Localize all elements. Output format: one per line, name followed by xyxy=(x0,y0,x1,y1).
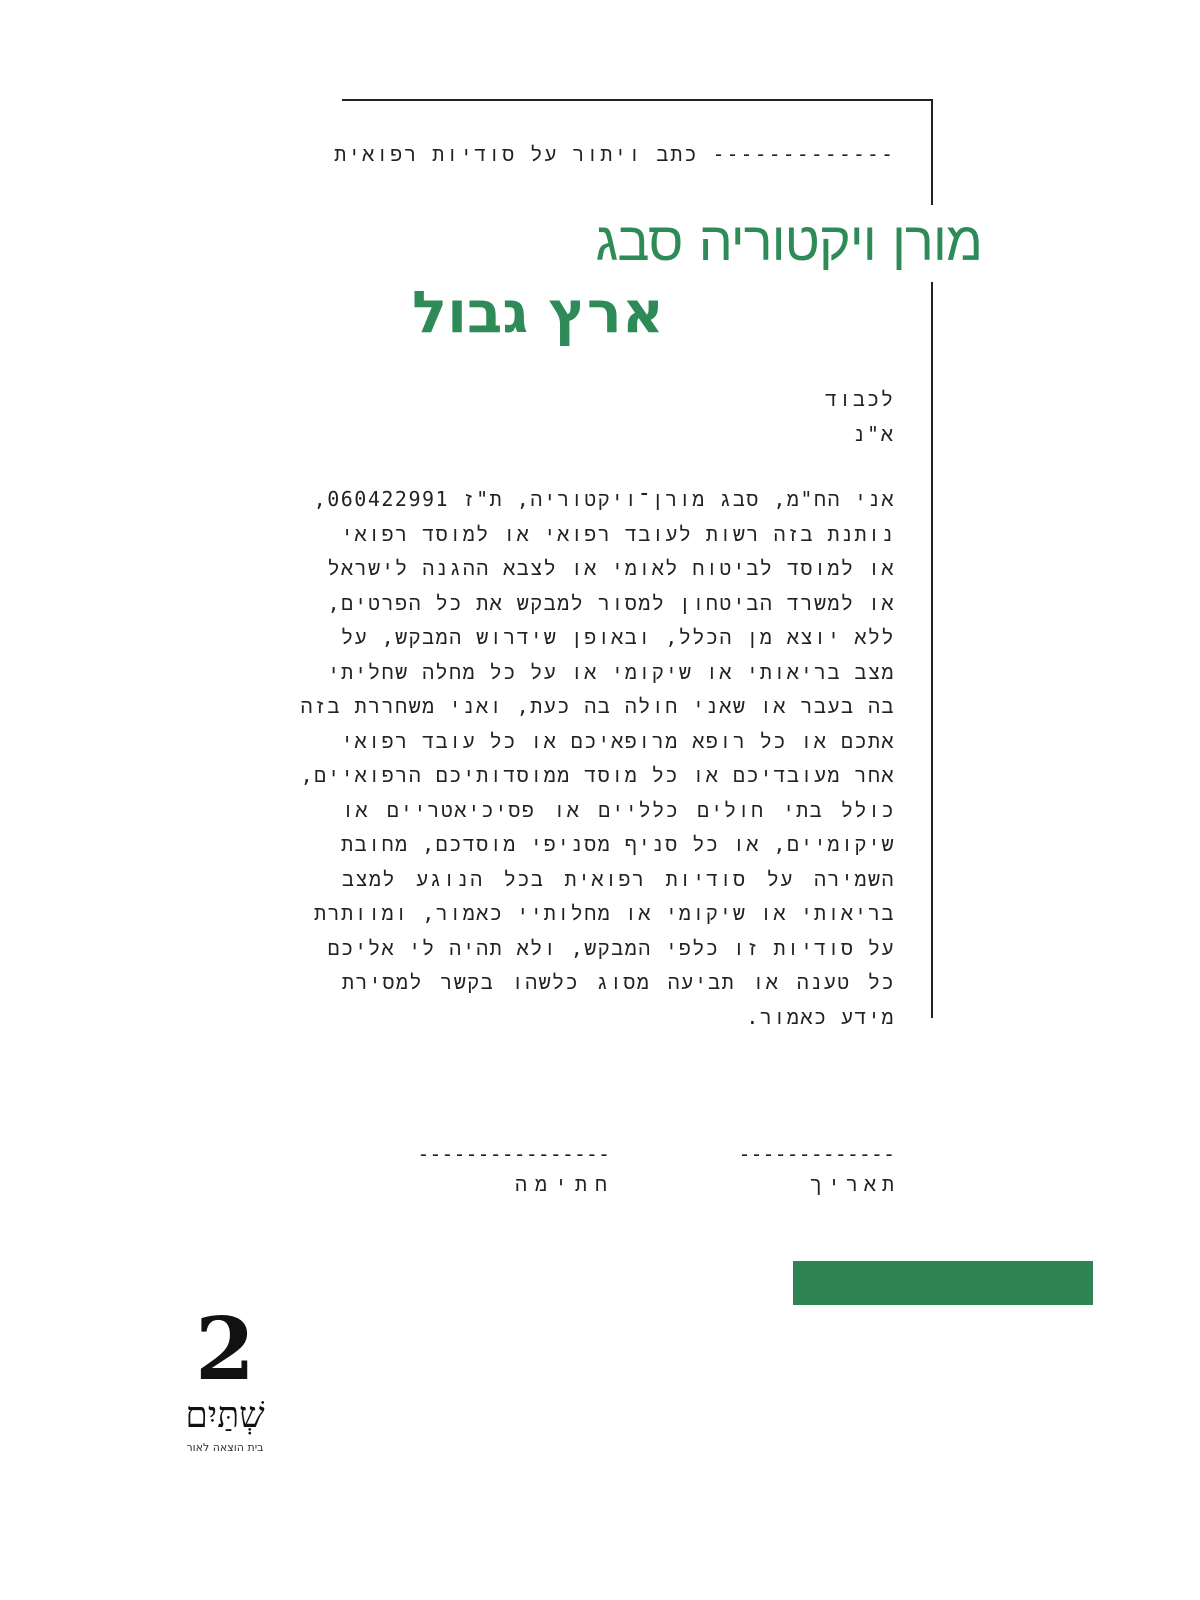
body-line: או למוסד לביטוח לאומי או לצבא ההגנה לישראל xyxy=(327,556,895,580)
waiver-body xyxy=(300,482,895,1034)
body-line: על סודיות זו כלפי המבקש, ולא תהיה לי אליכם xyxy=(327,935,895,960)
date-line: ------------- xyxy=(738,1142,895,1166)
body-line: אני הח"מ, סבג מורן־ויקטוריה, ת"ז 060422991, xyxy=(313,487,895,511)
body-line: מצב בריאותי או שיקומי או על כל מחלה שחליתי xyxy=(327,659,895,684)
body-line: בריאותי או שיקומי או מחלותיי כאמור, ומוותרת xyxy=(314,901,895,925)
body-line: שיקומיים, או כל סניף מסניפי מוסדכם, מחובת xyxy=(341,832,895,856)
body-line: כל טענה או תביעה מסוג כלשהו בקשר למסירת xyxy=(342,970,895,994)
publisher-logo xyxy=(170,1299,280,1454)
body-line: אחר מעובדיכם או כל מוסד ממוסדותיכם הרפואיים, xyxy=(300,763,895,787)
salutation xyxy=(825,382,895,452)
publisher-tagline: בית הוצאה לאור xyxy=(186,1441,264,1454)
body-line: ללא יוצא מן הכלל, ובאופן שידרוש המבקש, על xyxy=(341,625,895,649)
salutation-line: א"נ xyxy=(852,422,895,446)
document-header: ------------- כתב ויתור על סודיות רפואית xyxy=(334,142,895,166)
body-line: אתכם או כל רופא מרופאיכם או כל עובד רפואי xyxy=(341,728,895,753)
frame-right-line-upper xyxy=(931,99,933,205)
book-title: ארץ גבול xyxy=(412,278,664,346)
author-name: מורן ויקטוריה סבג xyxy=(595,210,982,273)
body-line: בה בעבר או שאני חולה בה כעת, ואני משחררת בזה xyxy=(300,694,895,718)
green-accent-bar xyxy=(793,1261,1093,1305)
date-label: תאריך xyxy=(809,1172,900,1196)
signature-label: חתימה xyxy=(514,1172,615,1196)
body-line: מידע כאמור. xyxy=(746,1004,895,1029)
logo-number: 2 xyxy=(195,1299,255,1400)
frame-right-line-lower xyxy=(931,282,933,1018)
body-line: נותנת בזה רשות לעובד רפואי או למוסד רפואי xyxy=(341,521,895,546)
body-line: השמירה על סודיות רפואית בכל הנוגע למצב xyxy=(342,866,895,891)
frame-top-line xyxy=(342,99,933,101)
body-line: כולל בתי חולים כלליים או פסיכיאטריים או xyxy=(342,797,895,822)
publisher-name: שְׁתַּיִם xyxy=(185,1395,265,1436)
body-line: או למשרד הביטחון למסור למבקש את כל הפרטים, xyxy=(327,590,895,615)
salutation-line: לכבוד xyxy=(824,387,895,411)
signature-line: ---------------- xyxy=(417,1142,610,1166)
